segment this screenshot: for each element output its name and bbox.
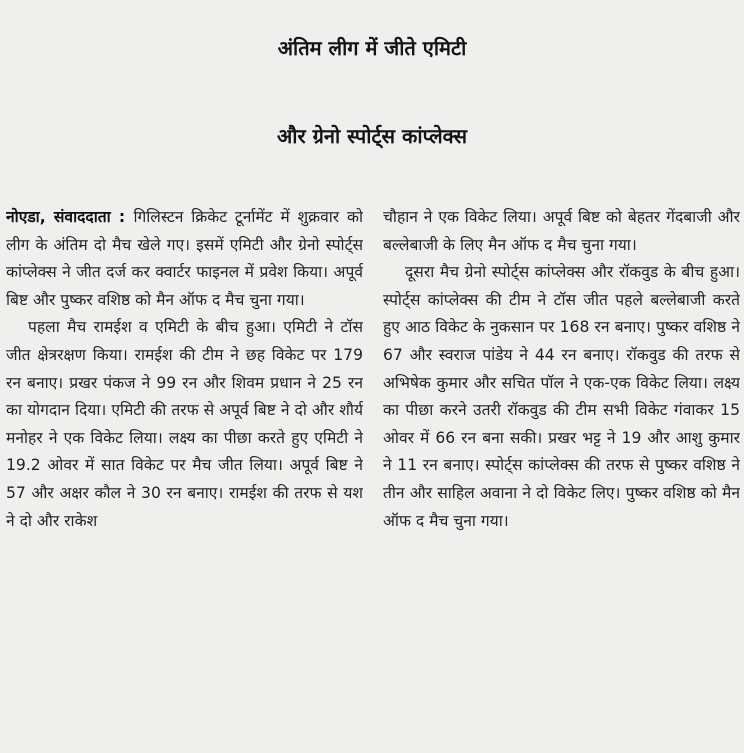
headline-line-1: अंतिम लीग में जीते एमिटी <box>277 36 467 60</box>
article-paragraph: चौहान ने एक विकेट लिया। अपूर्व बिष्ट को बेहतर गेंदबाजी और बल्लेबाजी के लिए मैन ऑफ द मैच चुना गया। <box>383 208 740 254</box>
article-column-2 <box>383 204 740 750</box>
headline <box>0 4 744 180</box>
article-column-1 <box>6 204 363 750</box>
dateline: नोएडा, संवाददाता : <box>6 208 126 226</box>
headline-line-2: और ग्रेनो स्पोर्ट्स कांप्लेक्स <box>277 124 467 148</box>
article-body <box>6 204 740 750</box>
article-paragraph: पहला मैच रामईश व एमिटी के बीच हुआ। एमिटी ने टॉस जीत क्षेत्ररक्षण किया। रामईश की टीम ने छह विकेट पर 179 रन बनाए। प्रखर पंकज ने 99 रन और शिवम प्रधान ने 25 रन का योगदान दिया। एमिटी की तरफ से अपूर्व बिष्ट ने दो और शौर्य मनोहर ने एक विकेट लिया। लक्ष्य का पीछा करते हुए एमिटी ने 19.2 ओवर में सात विकेट पर मैच जीत लिया। अपूर्व बिष्ट ने 57 और अक्षर कौल ने 30 रन बनाए। रामईश की तरफ से यश ने दो और राकेश <box>6 318 363 530</box>
article-paragraph: दूसरा मैच ग्रेनो स्पोर्ट्स कांप्लेक्स और रॉकवुड के बीच हुआ। स्पोर्ट्स कांप्लेक्स की टीम ने टॉस जीत पहले बल्लेबाजी करते हुए आठ विकेट के नुकसान पर 168 रन बनाए। पुष्कर वशिष्ठ ने 67 और स्वराज पांडेय ने 44 रन बनाए। रॉकवुड की तरफ से अभिषेक कुमार और सचित पॉल ने एक-एक विकेट लिया। लक्ष्य का पीछा करने उतरी रॉकवुड की टीम सभी विकेट गंवाकर 15 ओवर में 66 रन बना सकी। प्रखर भट्ट ने 19 और आशु कुमार ने 11 रन बनाए। स्पोर्ट्स कांप्लेक्स की तरफ से पुष्कर वशिष्ठ ने तीन और साहिल अवाना ने दो विकेट लिए। पुष्कर वशिष्ठ को मैन ऑफ द मैच चुना गया। <box>383 263 740 530</box>
article-paragraph <box>6 204 363 314</box>
paragraph-text: गिलिस्टन क्रिकेट टूर्नामेंट में शुक्रवार को लीग के अंतिम दो मैच खेले गए। इसमें एमिटी और ग्रेनो स्पोर्ट्स कांप्लेक्स ने जीत दर्ज कर क्वार्टर फाइनल में प्रवेश किया। अपूर्व बिष्ट और पुष्कर वशिष्ठ को मैन ऑफ द मैच चुना गया। <box>6 208 363 309</box>
